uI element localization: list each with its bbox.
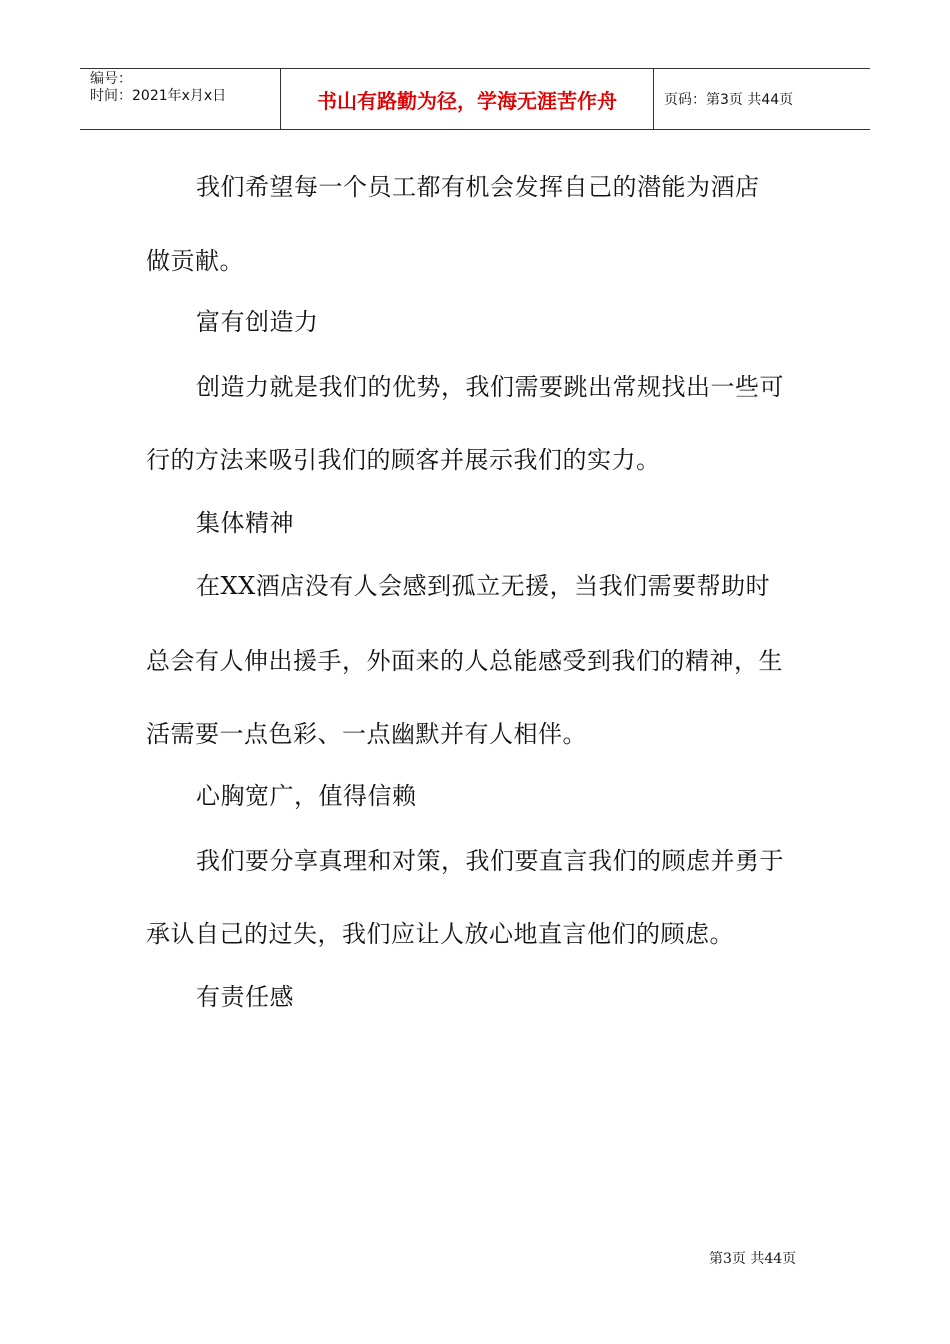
body-line-8: 总会有人伸出援手，外面来的人总能感受到我们的精神，生 xyxy=(146,647,783,675)
body-line-2: 做贡献。 xyxy=(146,247,244,275)
body-line-7: 在XX酒店没有人会感到孤立无援，当我们需要帮助时 xyxy=(196,572,771,600)
section-heading-responsibility: 有责任感 xyxy=(196,983,294,1011)
page-header xyxy=(80,68,870,130)
page-footer: 第3页 共44页 xyxy=(709,1251,797,1267)
body-line-5: 行的方法来吸引我们的顾客并展示我们的实力。 xyxy=(146,446,661,474)
document-number: 编号： xyxy=(90,71,132,87)
header-page-number: 页码：第3页 共44页 xyxy=(664,92,794,108)
section-heading-creativity: 富有创造力 xyxy=(196,308,319,336)
document-date: 时间：2021年x月x日 xyxy=(90,88,227,104)
body-line-11: 我们要分享真理和对策，我们要直言我们的顾虑并勇于 xyxy=(196,847,784,875)
body-line-4: 创造力就是我们的优势，我们需要跳出常规找出一些可 xyxy=(196,373,784,401)
header-motto: 书山有路勤为径，学海无涯苦作舟 xyxy=(281,69,654,129)
body-line-1: 我们希望每一个员工都有机会发挥自己的潜能为酒店 xyxy=(196,173,760,201)
section-heading-team-spirit: 集体精神 xyxy=(196,509,294,537)
body-line-12: 承认自己的过失，我们应让人放心地直言他们的顾虑。 xyxy=(146,920,734,948)
header-meta xyxy=(80,69,281,129)
section-heading-open-minded: 心胸宽广，值得信赖 xyxy=(196,782,417,810)
body-line-9: 活需要一点色彩、一点幽默并有人相伴。 xyxy=(146,720,587,748)
